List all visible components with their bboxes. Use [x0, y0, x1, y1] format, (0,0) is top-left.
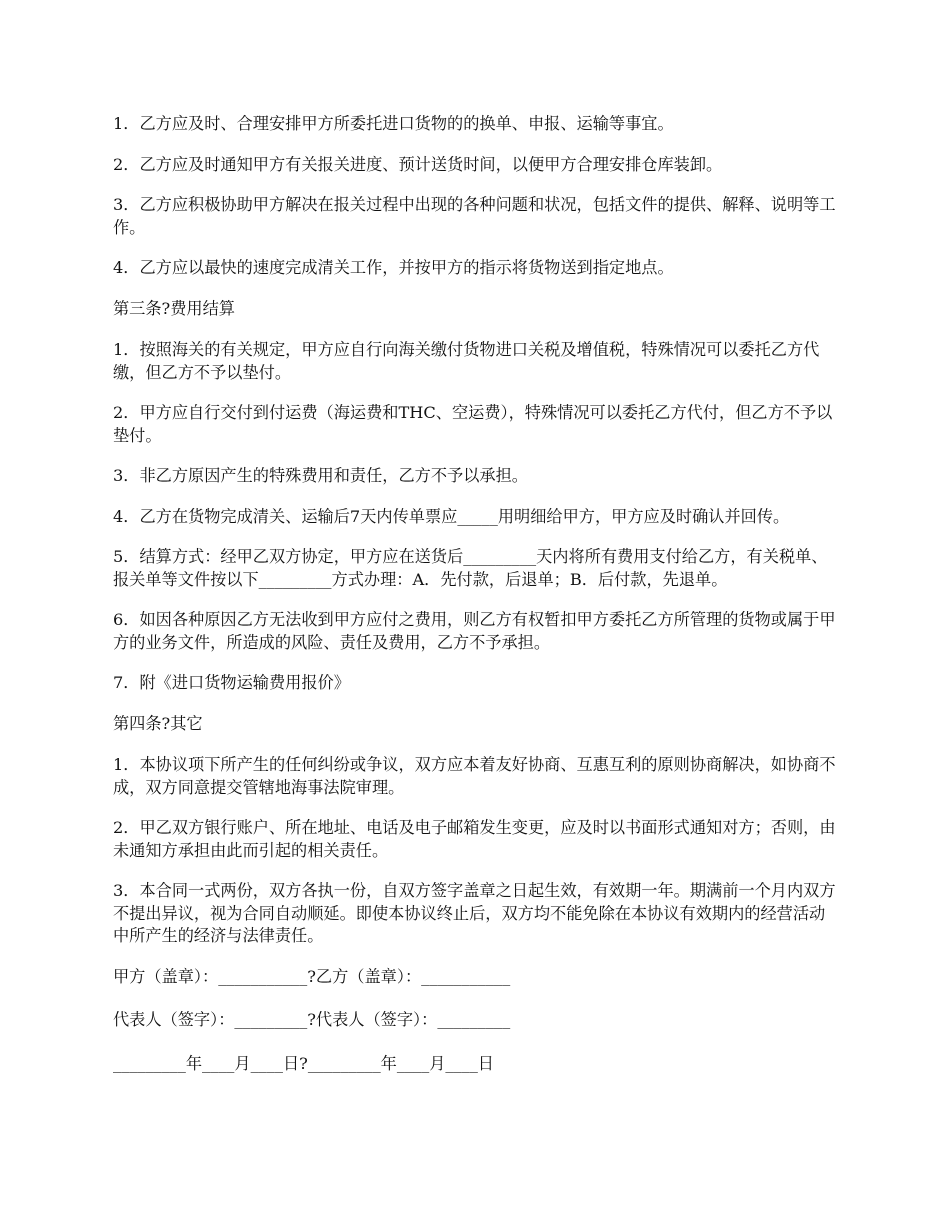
fee-item-6: 6．如因各种原因乙方无法收到甲方应付之费用，则乙方有权暂扣甲方委托乙方所管理的货物或属于甲方的业务文件，所造成的风险、责任及费用，乙方不予承担。: [113, 610, 836, 652]
signature-date-line: _________年____月____日?_________年____月____日: [113, 1053, 494, 1073]
section-heading-fee-settlement: 第三条?费用结算: [113, 298, 235, 318]
other-item-3: 3．本合同一式两份，双方各执一份，自双方签字盖章之日起生效，有效期一年。期满前一个月内双方不提出异议，视为合同自动顺延。即使本协议终止后，双方均不能免除在本协议有效期内的经营活动中所产生的经济与法律责任。: [113, 881, 836, 945]
clause-3-item-4: 4．乙方应以最快的速度完成清关工作，并按甲方的指示将货物送到指定地点。: [113, 258, 674, 277]
section-heading-other: 第四条?其它: [113, 713, 203, 733]
fee-item-7: 7．附《进口货物运输费用报价》: [113, 673, 350, 692]
clause-3-item-2: 2．乙方应及时通知甲方有关报关进度、预计送货时间，以便甲方合理安排仓库装卸。: [113, 154, 723, 174]
fee-item-4: 4．乙方在货物完成清关、运输后7天内传单票应_____用明细给甲方，甲方应及时确认并回传。: [113, 506, 790, 526]
document-page: [113, 113, 840, 1096]
signature-representative-line: 代表人（签字）：_________?代表人（签字）：_________: [113, 1010, 511, 1029]
fee-item-2: 2．甲方应自行交付到付运费（海运费和THC、空运费），特殊情况可以委托乙方代付，但乙方不予以垫付。: [113, 403, 833, 445]
clause-3-item-3: 3．乙方应积极协助甲方解决在报关过程中出现的各种问题和状况，包括文件的提供、解释、说明等工作。: [113, 195, 836, 237]
fee-item-3: 3．非乙方原因产生的特殊费用和责任，乙方不予以承担。: [113, 466, 528, 485]
other-item-2: 2．甲乙双方银行账户、所在地址、电话及电子邮箱发生变更，应及时以书面形式通知对方；否则，由未通知方承担由此而引起的相关责任。: [113, 818, 836, 860]
other-item-1: 1．本协议项下所产生的任何纠纷或争议，双方应本着友好协商、互惠互利的原则协商解决，如协商不成，双方同意提交管辖地海事法院审理。: [113, 755, 836, 797]
signature-seal-line: 甲方（盖章）：___________?乙方（盖章）：___________: [113, 966, 511, 986]
fee-item-1: 1．按照海关的有关规定，甲方应自行向海关缴付货物进口关税及增值税，特殊情况可以委托乙方代缴，但乙方不予以垫付。: [113, 340, 820, 382]
fee-item-5: 5．结算方式：经甲乙双方协定，甲方应在送货后_________天内将所有费用支付给乙方，有关税单、报关单等文件按以下_________方式办理：A．先付款，后退单；B．后付款，先退单。: [113, 547, 828, 589]
clause-3-item-1: 1．乙方应及时、合理安排甲方所委托进口货物的的换单、申报、运输等事宜。: [113, 114, 674, 133]
